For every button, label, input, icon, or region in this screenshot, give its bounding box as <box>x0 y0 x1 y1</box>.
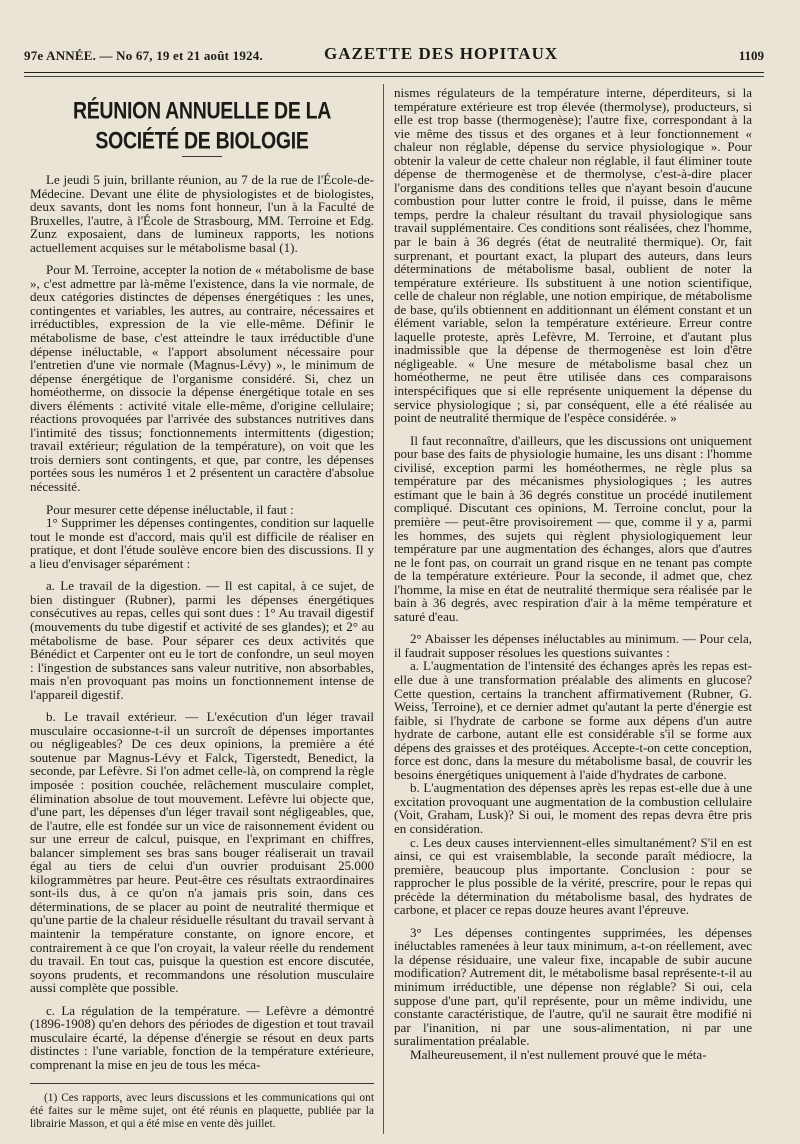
title-rule <box>182 156 222 157</box>
right-column <box>394 86 752 1070</box>
page-number: 1109 <box>738 48 764 63</box>
paragraph: a. Le travail de la digestion. — Il est capital, à ce sujet, de bien distinguer (Rubner), parmi les dépenses énergétiques consécutives au repas, celles qui sont dues : 1° Au travail digestif (mouvements du tube digestif et activité de ses glandes); et 2° au métabolisme de base. Pour séparer ces deux activités que Bénédict et Carpenter ont eu le tort de confondre, un seul moyen : l'ingestion de substances sans valeur nutritive, non absorbables, mais n'en provoquant pas moins un fonctionnement intense de l'appareil digestif. <box>30 578 374 702</box>
paragraph: Il faut reconnaître, d'ailleurs, que les discussions ont uniquement pour base des faits de physiologie humaine, les uns disant : l'homme civilisé, exception parmi les homéothermes, ne règle plus sa température par des mécanismes physiologiques ; les autres estimant que le bain à 36 degrés constitue un procédé inutilement compliqué. Discutant ces opinions, M. Terroine conclut, pour la première — peut-être provisoirement — que, comme il y a, parmi les hommes, des sujets qui règlent physiologiquement leur température par une augmentation des échanges, alors que d'autres ne le font pas, on courrait un grand risque en ne tenant pas compte de la température extérieure. Pour la seconde, il admet que, chez l'homme, la mise en état de neutralité thermique sera réalisée par le bain à 36 degrés, avec respiration d'air à la même température et saturé d'eau. <box>394 432 752 624</box>
header-rule-thin <box>24 76 764 77</box>
paragraph: Le jeudi 5 juin, brillante réunion, au 7 de la rue de l'École-de-Médecine. Devant une élite de physiologistes et de biologistes, deux savants, dont les noms font honneur, l'un à la Faculté de Bruxelles, l'autre, à l'École de Strasbourg, MM. Terroine et Edg. Zunz exposaient, dans de lumineux rapports, les notions actuellement acquises sur le métabolisme basal (1). <box>30 172 374 255</box>
header-rule <box>24 72 764 73</box>
left-column <box>30 86 374 1130</box>
article-title: RÉUNION ANNUELLE DE LA SOCIÉTÉ DE BIOLOGIE <box>72 97 332 155</box>
paragraph: 1° Supprimer les dépenses contingentes, condition sur laquelle tout le monde est d'accord, mais qu'il est difficile de réaliser en pratique, et dont l'étude soulève encore bien des discussions. Il y a lieu d'envisager séparément : <box>30 515 374 571</box>
paragraph: 2° Abaisser les dépenses inéluctables au minimum. — Pour cela, il faudrait supposer résolues les questions suivantes : <box>394 631 752 660</box>
issue-info: 97e ANNÉE. — No 67, 19 et 21 août 1924. <box>24 48 263 63</box>
running-header <box>24 40 764 68</box>
footnote-rule <box>30 1083 374 1084</box>
paragraph: Pour mesurer cette dépense inéluctable, il faut : <box>46 501 294 517</box>
paragraph: c. La régulation de la température. — Lefèvre a démontré (1896-1908) qu'en dehors des périodes de digestion et tout travail musculaire écarté, la dépense d'énergie se résout en deux parts distinctes : l'une variable, fonction de la température extérieure, comprenant la mise en jeu de tous les méca- <box>30 1002 374 1072</box>
journal-name: GAZETTE DES HOPITAUX <box>324 44 559 63</box>
paragraph: Pour M. Terroine, accepter la notion de « métabolisme de base », c'est admettre par là-même l'existence, dans la vie normale, de deux catégories distinctes de dépenses énergétiques : les unes, contingentes et variables, les autres, au contraire, nécessaires et irréductibles, expression de la vie elle-même. Définir le métabolisme de base, c'est atteindre le taux irréductible d'une dépense inéluctable, « l'apport absolument nécessaire pour l'entretien d'une vie normale (Magnus-Lévy) », le minimum de dépense énergétique de l'organisme considéré. Si, chez un homéotherme, on dissocie la dépense énergétique totale en ses divers éléments : activité vitale elle-même, d'origine cellulaire; réactions provoquées par l'arrivée des substances nutritives dans l'intimité des tissus; fonctionnements intermittents (digestion; travail extérieur; régulation de la température), on voit que les trois derniers sont contingents, et que, par contre, les dépenses portées sous les numéros 1 et 2 présentent un caractère d'absolue nécessité. <box>30 262 374 495</box>
paragraph: nismes régulateurs de la température interne, déperditeurs, si la température extérieure est trop élevée (thermolyse), producteurs, si elle est trop basse (thermogenèse); l'autre fixe, correspondant à la vie même des tissus et des organes et à leur fonctionnement « chaleur non réglable, dépense du service physiologique ». Pour obtenir la valeur de cette chaleur non réglable, il faut éliminer toute dépense de thermogenèse et de thermolyse, c'est-à-dire placer l'organisme dans des conditions telles que n'ayant besoin d'aucune combustion pour lutter contre le froid, il puisse, dans le même temps, perdre la chaleur résultant du travail physiologique sans travail supplémentaire. Ces conditions sont réalisées, chez l'homme, par le bain à 36 degrés (état de neutralité thermique). Or, fait surprenant, et pourtant exact, la plupart des auteurs, dans leurs déterminations de métabolisme basal, oublient de noter la température extérieure. Ils substituent à une notion scientifique, celle de chaleur non réglable, une notion empirique, de métabolisme de base, qu'ils obtiennent en additionnant un élément constant et un élément variable, selon la température extérieure. Erreur contre laquelle proteste, après Lefèvre, M. Terroine, et d'autant plus inadmissible que la dépense de thermogenèse est loin d'être négligeable. « Une mesure de métabolisme basal chez un homéotherme, ne peut être utilisée dans ces comparaisons interspécifiques que si elle représente uniquement la dépense du service physiologique ; si, par conséquent, elle a été réalisée au point de neutralité thermique de l'espèce considérée. » <box>394 85 752 426</box>
paragraph: a. L'augmentation de l'intensité des échanges après les repas est-elle due à une transformation préalable des aliments en glucose? Cette question, certains la tranchent affirmativement (Rubner, G. Weiss, Terroine), et ce dernier admet qu'autant la perte d'énergie est faible, si l'hydrate de carbone se forme aux dépens d'un autre hydrate de carbone, autant elle est considérable s'il se forme aux dépens des graisses et des protéiques. Accepte-t-on cette conception, force est donc, dans la mesure du métabolisme basal, de couvrir les besoins énergétiques uniquement à l'aide d'hydrates de carbone. <box>394 658 752 782</box>
paragraph: 3° Les dépenses contingentes supprimées, les dépenses inéluctables ramenées à leur taux minimum, a-t-on réellement, avec la dépense résiduaire, une valeur fixe, incapable de subir aucune modification? Autrement dit, le métabolisme basal représente-t-il au minimum irréductible, une dépense non réglable? Si oui, cela suppose d'une part, qu'il représente, pour un même individu, une constante caractéristique, de l'autre, qu'il ne saurait être modifié ni par l'inanition, ni par une sous-alimentation, ni par une suralimentation préalable. <box>394 924 752 1049</box>
paragraph: b. Le travail extérieur. — L'exécution d'un léger travail musculaire occasionne-t-il un surcroît de dépenses importantes ou négligeables? De ces deux opinions, la première a été soutenue par Magnus-Lévy et Falck, Tigerstedt, Benedict, la seconde, par Lefèvre. Si l'on admet celle-là, on comprend la règle imposée : position couchée, relâchement musculaire complet, élimination absolue de tout mouvement. Lefèvre lui objecte que, d'une part, les dépenses d'un léger travail sont négligeables, que, de l'autre, elle est fondée sur un vice de raisonnement évident ou sur une erreur de calcul, puisque, en l'exprimant en chiffres, balancer simplement ses bras sans bouger réaliserait un travail égal au tiers de celui d'un ouvrier produisant 25.000 kilogrammètres par heure. Peut-être ces résultats extraordinaires sont-ils dus, à ce qu'on n'a jamais pris soin, dans ces déterminations, de se placer au point de neutralité thermique et qu'une partie de la chaleur résiduelle résultant du travail servant à maintenir la température constante, on ignore encore, et contrairement à ce que l'on croyait, la valeur réelle du rendement du travail. En tout cas, puisque la question est encore discutée, soyons prudents, et recommandons une résolution musculaire aussi complète que possible. <box>30 709 374 996</box>
paragraph: Malheureusement, il n'est nullement prouvé que le méta- <box>410 1046 707 1062</box>
paragraph: b. L'augmentation des dépenses après les repas est-elle due à une excitation provoquant une augmentation de la combustion cellulaire (Voit, Graham, Lusk)? Si oui, le moment des repas devra être pris en considération. <box>394 780 752 836</box>
paragraph: c. Les deux causes interviennent-elles simultanément? S'il en est ainsi, ce qui est vraisemblable, la seconde paraît médiocre, la première, beaucoup plus importante. Conclusion : pour se rapprocher le plus possible de la vérité, prescrire, pour le repas qui précède la détermination du métabolisme basal, des hydrates de carbone, et placer ce repas douze heures avant l'épreuve. <box>394 834 752 918</box>
column-divider <box>383 84 384 1134</box>
footnote: (1) Ces rapports, avec leurs discussions et les communications qui ont été faites sur le même sujet, ont été réunis en plaquette, publiée par la librairie Masson, et qui a été mise en vente dès juillet. <box>30 1092 374 1130</box>
